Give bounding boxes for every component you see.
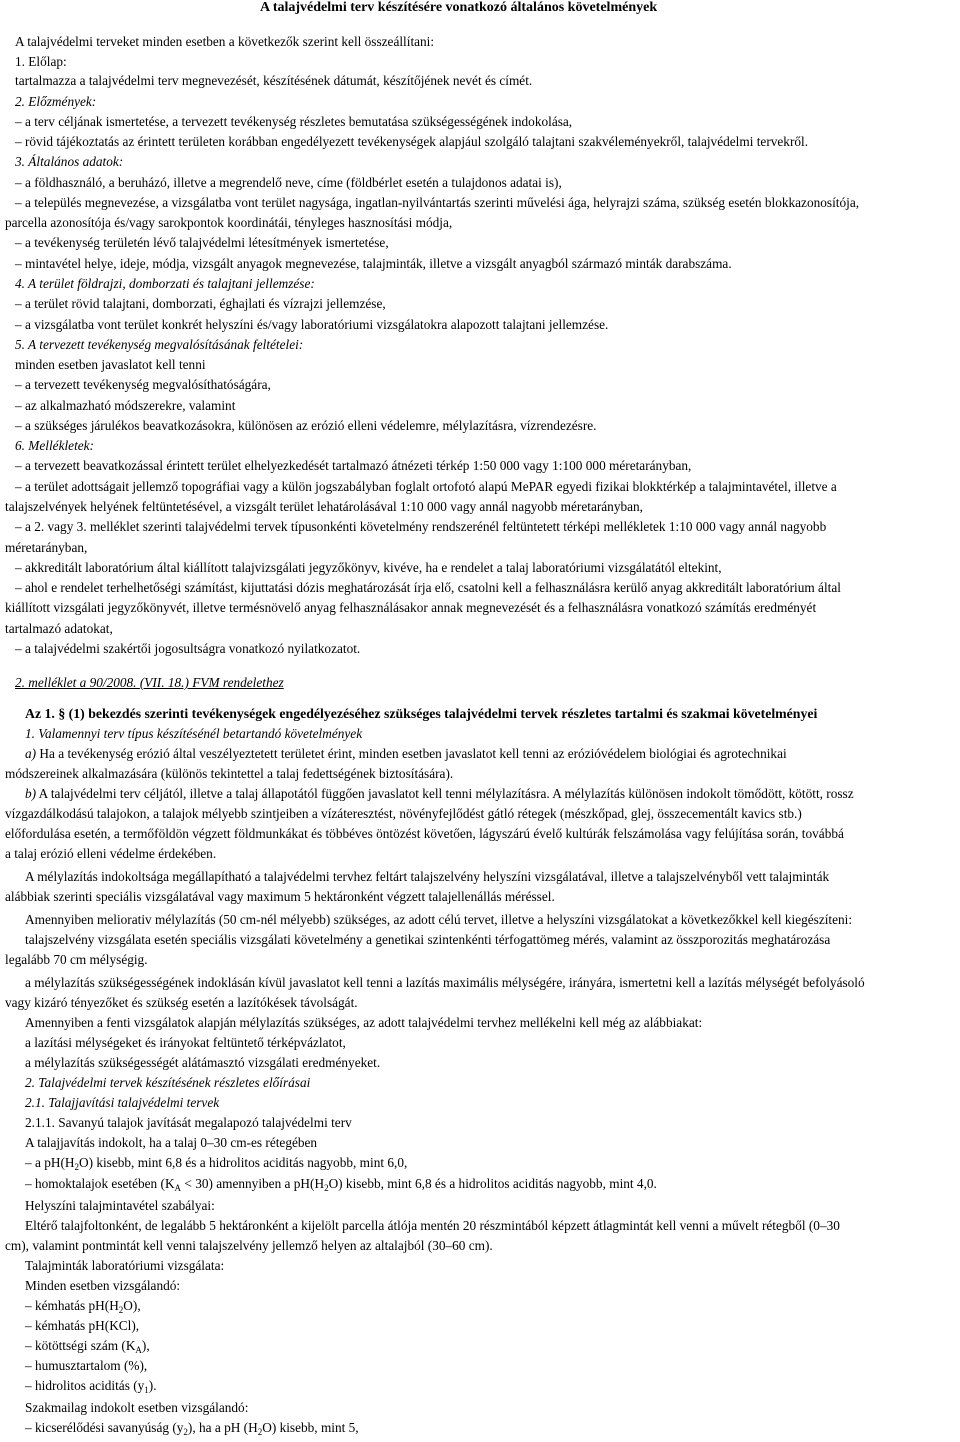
text-line: cm), valamint pontmintát kell venni talajszelvény jellemző helyen az altalajból (30–60 cm). (5, 1238, 493, 1253)
text-line: legalább 70 cm mélységig. (5, 952, 148, 967)
subscript: 2 (118, 1305, 124, 1315)
list-item: – a tervezett tevékenység megvalósíthatóságára, (15, 377, 271, 392)
text-span: O) kisebb, mint 6,8 és a hidrolitos aciditás nagyobb, mint 4,0. (328, 1176, 657, 1191)
text-line: A mélylazítás indokoltsága megállapítható a talajvédelmi tervhez feltárt talajszelvény helyszíni vizsgálatával, illetve a talajszelvényből vett talajminták (25, 869, 830, 884)
annex-reference: 2. melléklet a 90/2008. (VII. 18.) FVM rendelethez (15, 675, 284, 690)
text-span: – kémhatás pH(H (25, 1298, 119, 1313)
text-line: Amennyiben meliorativ mélylazítás (50 cm-nél mélyebb) szükséges, az adott célú tervet, illetve a helyszíni vizsgálatokat a következőkkel kell kiegészíteni: (25, 912, 853, 927)
text-line: Eltérő talajfoltonként, de legalább 5 hektáronként a kijelölt parcella átlója mentén 20 részmintából képzett átlagmintát kell venni a művelt rétegből (0–30 (25, 1218, 840, 1233)
list-item: – ahol e rendelet terhelhetőségi számítást, kijuttatási dózis meghatározását írja elő, csatolni kell a felhasználásra kerülő anyag akkreditált laboratórium által (15, 580, 841, 595)
list-item: – akkreditált laboratórium által kiállított talajvizsgálati jegyzőkönyv, kivéve, ha e rendelet a talaj laboratóriumi vizsgálatától eltekint, (15, 560, 722, 575)
text-line: A talajjavítás indokolt, ha a talaj 0–30 cm-es rétegében (25, 1135, 318, 1150)
text-span: – kötöttségi szám (K (25, 1338, 136, 1353)
text-span: – homoktalajok esetében (K (25, 1176, 175, 1191)
text-line: vízgazdálkodású talajokon, a talajok mélyebb szintjeiben a vízáteresztést, növényfejlődést gátló rétegek (mészkőpad, glej, összecementált kavics stb.) (5, 806, 802, 821)
text-line: talajszelvény vizsgálata esetén speciális vizsgálati követelmény a genetikai szintenkénti térfogattömeg mérés, valamint az összporozitás meghatározása (25, 932, 831, 947)
list-item (25, 1298, 141, 1315)
section-heading: 2. Talajvédelmi tervek készítésének részletes előírásai (25, 1075, 311, 1090)
text-line: méretarányban, (5, 540, 88, 555)
list-item: – a talajvédelmi szakértői jogosultságra vonatkozó nyilatkozatot. (15, 641, 361, 656)
text-line: parcella azonosítója és/vagy sarokpontok koordinátái, tényleges hasznosítási módja, (5, 215, 453, 230)
text-line: Szakmailag indokolt esetben vizsgálandó: (25, 1400, 249, 1415)
text-span: – hidrolitos aciditás (y (25, 1378, 145, 1393)
list-item: – a földhasználó, a beruházó, illetve a megrendelő neve, címe (földbérlet esetén a tulajdonos adatai is), (15, 175, 562, 190)
item-label: a) (25, 746, 37, 761)
subscript: 1 (144, 1385, 149, 1395)
text-line: 1. Előlap: (15, 54, 67, 69)
text-line: előfordulása esetén, a termőföldön végzett földmunkákat és többéves öntözést követően, lágyszárú évelő kultúrák felszámolása vagy felújítása során, továbbá (5, 826, 844, 841)
list-item: – a tevékenység területén lévő talajvédelmi létesítmények ismertetése, (15, 235, 389, 250)
list-item: – a terv céljának ismertetése, a tervezett tevékenység részletes bemutatása szükségességének indokolása, (15, 114, 573, 129)
text-line: Minden esetben vizsgálandó: (25, 1278, 181, 1293)
text-span: Ha a tevékenység erózió által veszélyeztetett területet érint, minden esetben javaslatot kell tenni az erózióvédelem biológiai és agrotechnikai (39, 746, 787, 761)
section-heading: 2. Előzmények: (15, 94, 97, 109)
text-span: O) kisebb, mint 6,8 és a hidrolitos aciditás nagyobb, mint 6,0, (78, 1155, 408, 1170)
annex-heading: Az 1. § (1) bekezdés szerinti tevékenységek engedélyezéséhez szükséges talajvédelmi tervek részletes tartalmi és szakmai követelményei (25, 706, 818, 721)
text-span: < 30) amennyiben a pH(H (181, 1176, 325, 1191)
section-heading: 2.1.1. Savanyú talajok javítását megalapozó talajvédelmi terv (25, 1115, 352, 1130)
text-line: alábbiak szerinti speciális vizsgálatával vagy maximum 5 hektáronként végzett talajellenállás méréssel. (5, 889, 555, 904)
text-line: kiállított vizsgálati jegyzőkönyvét, illetve termésnövelő anyag felhasználásakor annak megnevezését és a felhasználásra vonatkozó számítás eredményét (5, 600, 817, 615)
list-item: – rövid tájékoztatás az érintett területen korábban engedélyezett tevékenységek alapjául szolgáló talajtani szakvéleményekről, talajvédelmi tervekről. (15, 134, 809, 149)
text-line: tartalmazó adatokat, (5, 621, 113, 636)
list-item: – mintavétel helye, ideje, módja, vizsgált anyagok megnevezése, talajminták, illetve a vizsgált anyagból származó minták darabszáma. (15, 256, 732, 271)
list-item: – a terület rövid talajtani, domborzati, éghajlati és vízrajzi jellemzése, (15, 296, 386, 311)
section-heading: 4. A terület földrajzi, domborzati és talajtani jellemzése: (15, 276, 315, 291)
item-label: b) (25, 786, 37, 801)
subscript: A (135, 1345, 142, 1355)
text-line: a lazítási mélységeket és irányokat feltüntető térképvázlatot, (25, 1035, 346, 1050)
list-item (25, 1338, 150, 1355)
text-line: a mélylazítás szükségességét alátámasztó vizsgálati eredményeket. (25, 1055, 381, 1070)
section-heading: 3. Általános adatok: (15, 154, 124, 169)
list-item (25, 1176, 657, 1193)
text-line: a talaj erózió elleni védelme érdekében. (5, 846, 217, 861)
text-span: – kicserélődési savanyúság (y (25, 1420, 184, 1435)
text-line: minden esetben javaslatot kell tenni (15, 357, 206, 372)
text-line: A talajvédelmi terveket minden esetben a következők szerint kell összeállítani: (15, 34, 435, 49)
text-span: ), ha a pH (H (187, 1420, 258, 1435)
text-span: ). (148, 1378, 157, 1393)
list-item: – humusztartalom (%), (25, 1358, 148, 1373)
list-item (25, 1378, 157, 1395)
text-line (25, 786, 854, 803)
text-line: módszereinek alkalmazására (különös tekintettel a talaj fedettségének biztosítására). (5, 766, 454, 781)
text-line: Helyszíni talajmintavétel szabályai: (25, 1198, 215, 1213)
subscript: 2 (257, 1427, 263, 1437)
text-line: Talajminták laboratóriumi vizsgálata: (25, 1258, 225, 1273)
text-span: A talajvédelmi terv céljától, illetve a talaj állapotától függően javaslatot kell tenni mélylazításra. A mélylazítás különösen indokolt tömődött, kötött, rossz (38, 786, 854, 801)
section-heading: 2.1. Talajjavítási talajvédelmi tervek (25, 1095, 220, 1110)
text-line: tartalmazza a talajvédelmi terv megnevezését, készítésének dátumát, készítőjének nevét és címét. (15, 73, 533, 88)
list-item (25, 1155, 407, 1172)
list-item: – kémhatás pH(KCl), (25, 1318, 140, 1333)
list-item: – a vizsgálatba vont terület konkrét helyszíni és/vagy laboratóriumi vizsgálatokra alapozott talajtani jellemzése. (15, 317, 609, 332)
list-item: – az alkalmazható módszerekre, valamint (15, 398, 236, 413)
page-title: A talajvédelmi terv készítésére vonatkozó általános követelmények (260, 0, 658, 15)
text-line: Amennyiben a fenti vizsgálatok alapján mélylazítás szükséges, az adott talajvédelmi tervhez mellékelni kell még az alábbiakat: (25, 1015, 703, 1030)
text-line: a mélylazítás szükségességének indoklásán kívül javaslatot kell tenni a lazítás maximális mélységére, irányára, ismertetni kell a lazítás mélységét befolyásoló (25, 975, 865, 990)
list-item: – a tervezett beavatkozással érintett terület elhelyezkedését tartalmazó átnézeti térkép 1:50 000 vagy 1:100 000 méretarányban, (15, 458, 692, 473)
list-item: – a település megnevezése, a vizsgálatba vont terület nagysága, ingatlan-nyilvántartás szerinti művelési ága, helyrajzi száma, szükség esetén blokkazonosítója, (15, 195, 860, 210)
list-item: – a 2. vagy 3. melléklet szerinti talajvédelmi tervek típusonkénti követelmény rendszerénél feltüntetett térképi mellékletek 1:10 000 vagy annál nagyobb (15, 519, 827, 534)
section-heading: 6. Mellékletek: (15, 438, 94, 453)
text-line (25, 746, 787, 763)
list-item (25, 1420, 359, 1437)
subscript: 2 (74, 1162, 79, 1172)
text-span: – a pH(H (25, 1155, 75, 1170)
text-span: O), (123, 1298, 141, 1313)
section-heading: 1. Valamennyi terv típus készítésénél betartandó követelmények (25, 726, 363, 741)
subscript: 2 (183, 1427, 188, 1437)
text-span: ), (141, 1338, 150, 1353)
text-line: talajszelvények helyének feltüntetésével, a vizsgált terület lehatárolásával 1:10 000 vagy annál nagyobb méretarányban, (5, 499, 643, 514)
list-item: – a szükséges járulékos beavatkozásokra, különösen az erózió elleni védelemre, mélylazításra, vízrendezésre. (15, 418, 597, 433)
text-span: O) kisebb, mint 5, (262, 1420, 359, 1435)
text-line: vagy kizáró tényezőket és szükség esetén a lazítókések távolságát. (5, 995, 358, 1010)
subscript: 2 (324, 1183, 329, 1193)
list-item: – a terület adottságait jellemző topográfiai vagy a külön jogszabályban foglalt ortofotó alapú MePAR egyedi fizikai blokktérkép a talajmintavétel, illetve a (15, 479, 837, 494)
subscript: A (174, 1183, 182, 1193)
section-heading: 5. A tervezett tevékenység megvalósításának feltételei: (15, 337, 304, 352)
